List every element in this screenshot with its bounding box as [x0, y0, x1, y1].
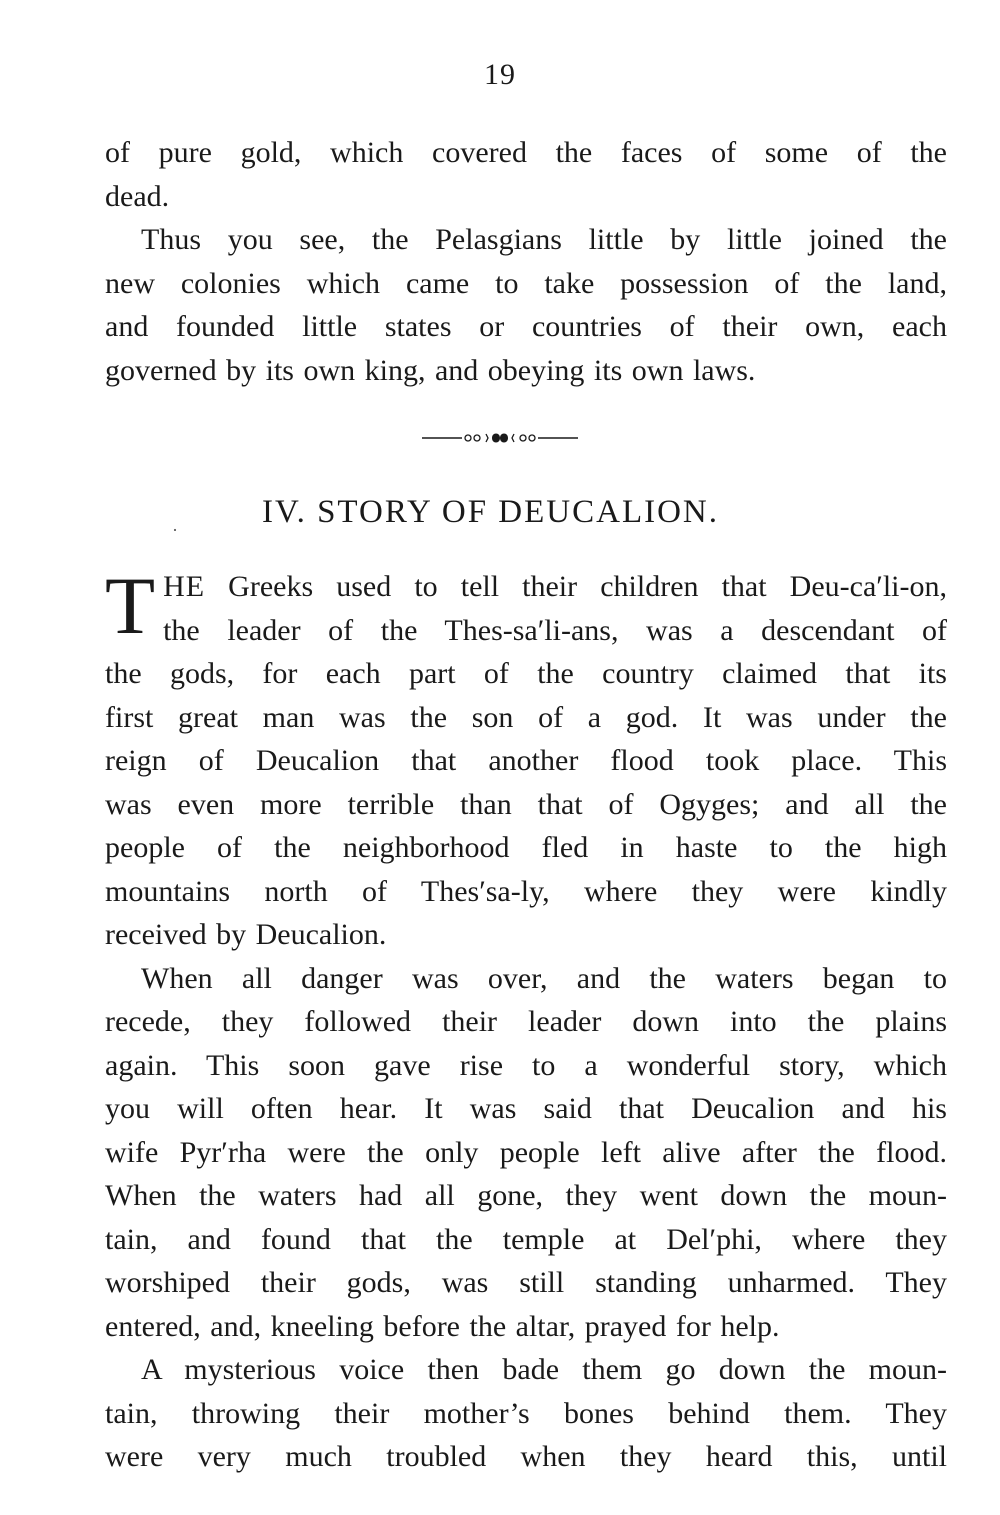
text-line — [105, 565, 947, 609]
ornament-icon — [420, 428, 580, 448]
text-line: When all danger was over, and the waters began to — [141, 961, 947, 995]
text-line: again. This soon gave rise to a wonderful story, which — [105, 1048, 947, 1082]
text-line: was even more terrible than that of Ogyges; and all the — [105, 787, 947, 821]
text-line: governed by its own king, and obeying its own laws. — [105, 353, 756, 387]
text-line: Thus you see, the Pelasgians little by little joined the — [141, 223, 947, 256]
text-line: the leader of the Thes-sa′li-ans, was a descendant of — [163, 613, 947, 647]
text-line: entered, and, kneeling before the altar, prayed for help. — [105, 1309, 780, 1343]
text-line: dead. — [105, 179, 170, 213]
text-line: tain, throwing their mother’s bones behind them. They — [105, 1396, 947, 1430]
drop-cap: T — [105, 560, 156, 651]
text-line: new colonies which came to take possession of the land, — [105, 266, 947, 300]
body-paragraph-3 — [105, 1348, 947, 1479]
text-line: tain, and found that the temple at Del′phi, where they — [105, 1222, 947, 1256]
text-line-rest: Greeks used to tell their children that Deu-ca′li-on, — [205, 570, 947, 603]
text-line: recede, they followed their leader down into the plains — [105, 1005, 947, 1038]
text-line: the gods, for each part of the country claimed that its — [105, 657, 947, 690]
text-line: were very much troubled when they heard this, until — [105, 1440, 947, 1473]
text-line: When the waters had all gone, they went down the moun- — [105, 1179, 947, 1212]
ornament-divider — [0, 428, 1000, 453]
opening-paragraph-2 — [105, 218, 947, 392]
text-line: A mysterious voice then bade them go down the moun- — [141, 1353, 947, 1386]
text-line: wife Pyr′rha were the only people left alive after the flood. — [105, 1135, 947, 1169]
body-paragraph-1 — [105, 560, 947, 957]
margin-mark: · — [172, 520, 178, 540]
text-line: worshiped their gods, was still standing unharmed. They — [105, 1266, 947, 1299]
section-body — [105, 560, 947, 1479]
opening-paragraph-1 — [105, 131, 947, 218]
text-line: reign of Deucalion that another flood took place. This — [105, 744, 947, 777]
body-paragraph-2 — [105, 957, 947, 1349]
page-number: 19 — [484, 58, 516, 91]
text-line: first great man was the son of a god. It was under the — [105, 700, 947, 734]
text-line: of pure gold, which covered the faces of some of the — [105, 136, 947, 169]
text-line: you will often hear. It was said that Deucalion and his — [105, 1092, 947, 1125]
section-heading: IV. STORY OF DEUCALION. — [262, 494, 720, 530]
text-line: mountains north of Thes′sa-ly, where they were kindly — [105, 874, 947, 908]
text-line: people of the neighborhood fled in haste to the high — [105, 831, 947, 864]
first-word-rest: HE — [163, 570, 206, 603]
text-line: and founded little states or countries of their own, each — [105, 310, 947, 343]
text-line: received by Deucalion. — [105, 918, 387, 951]
opening-text — [105, 131, 947, 392]
